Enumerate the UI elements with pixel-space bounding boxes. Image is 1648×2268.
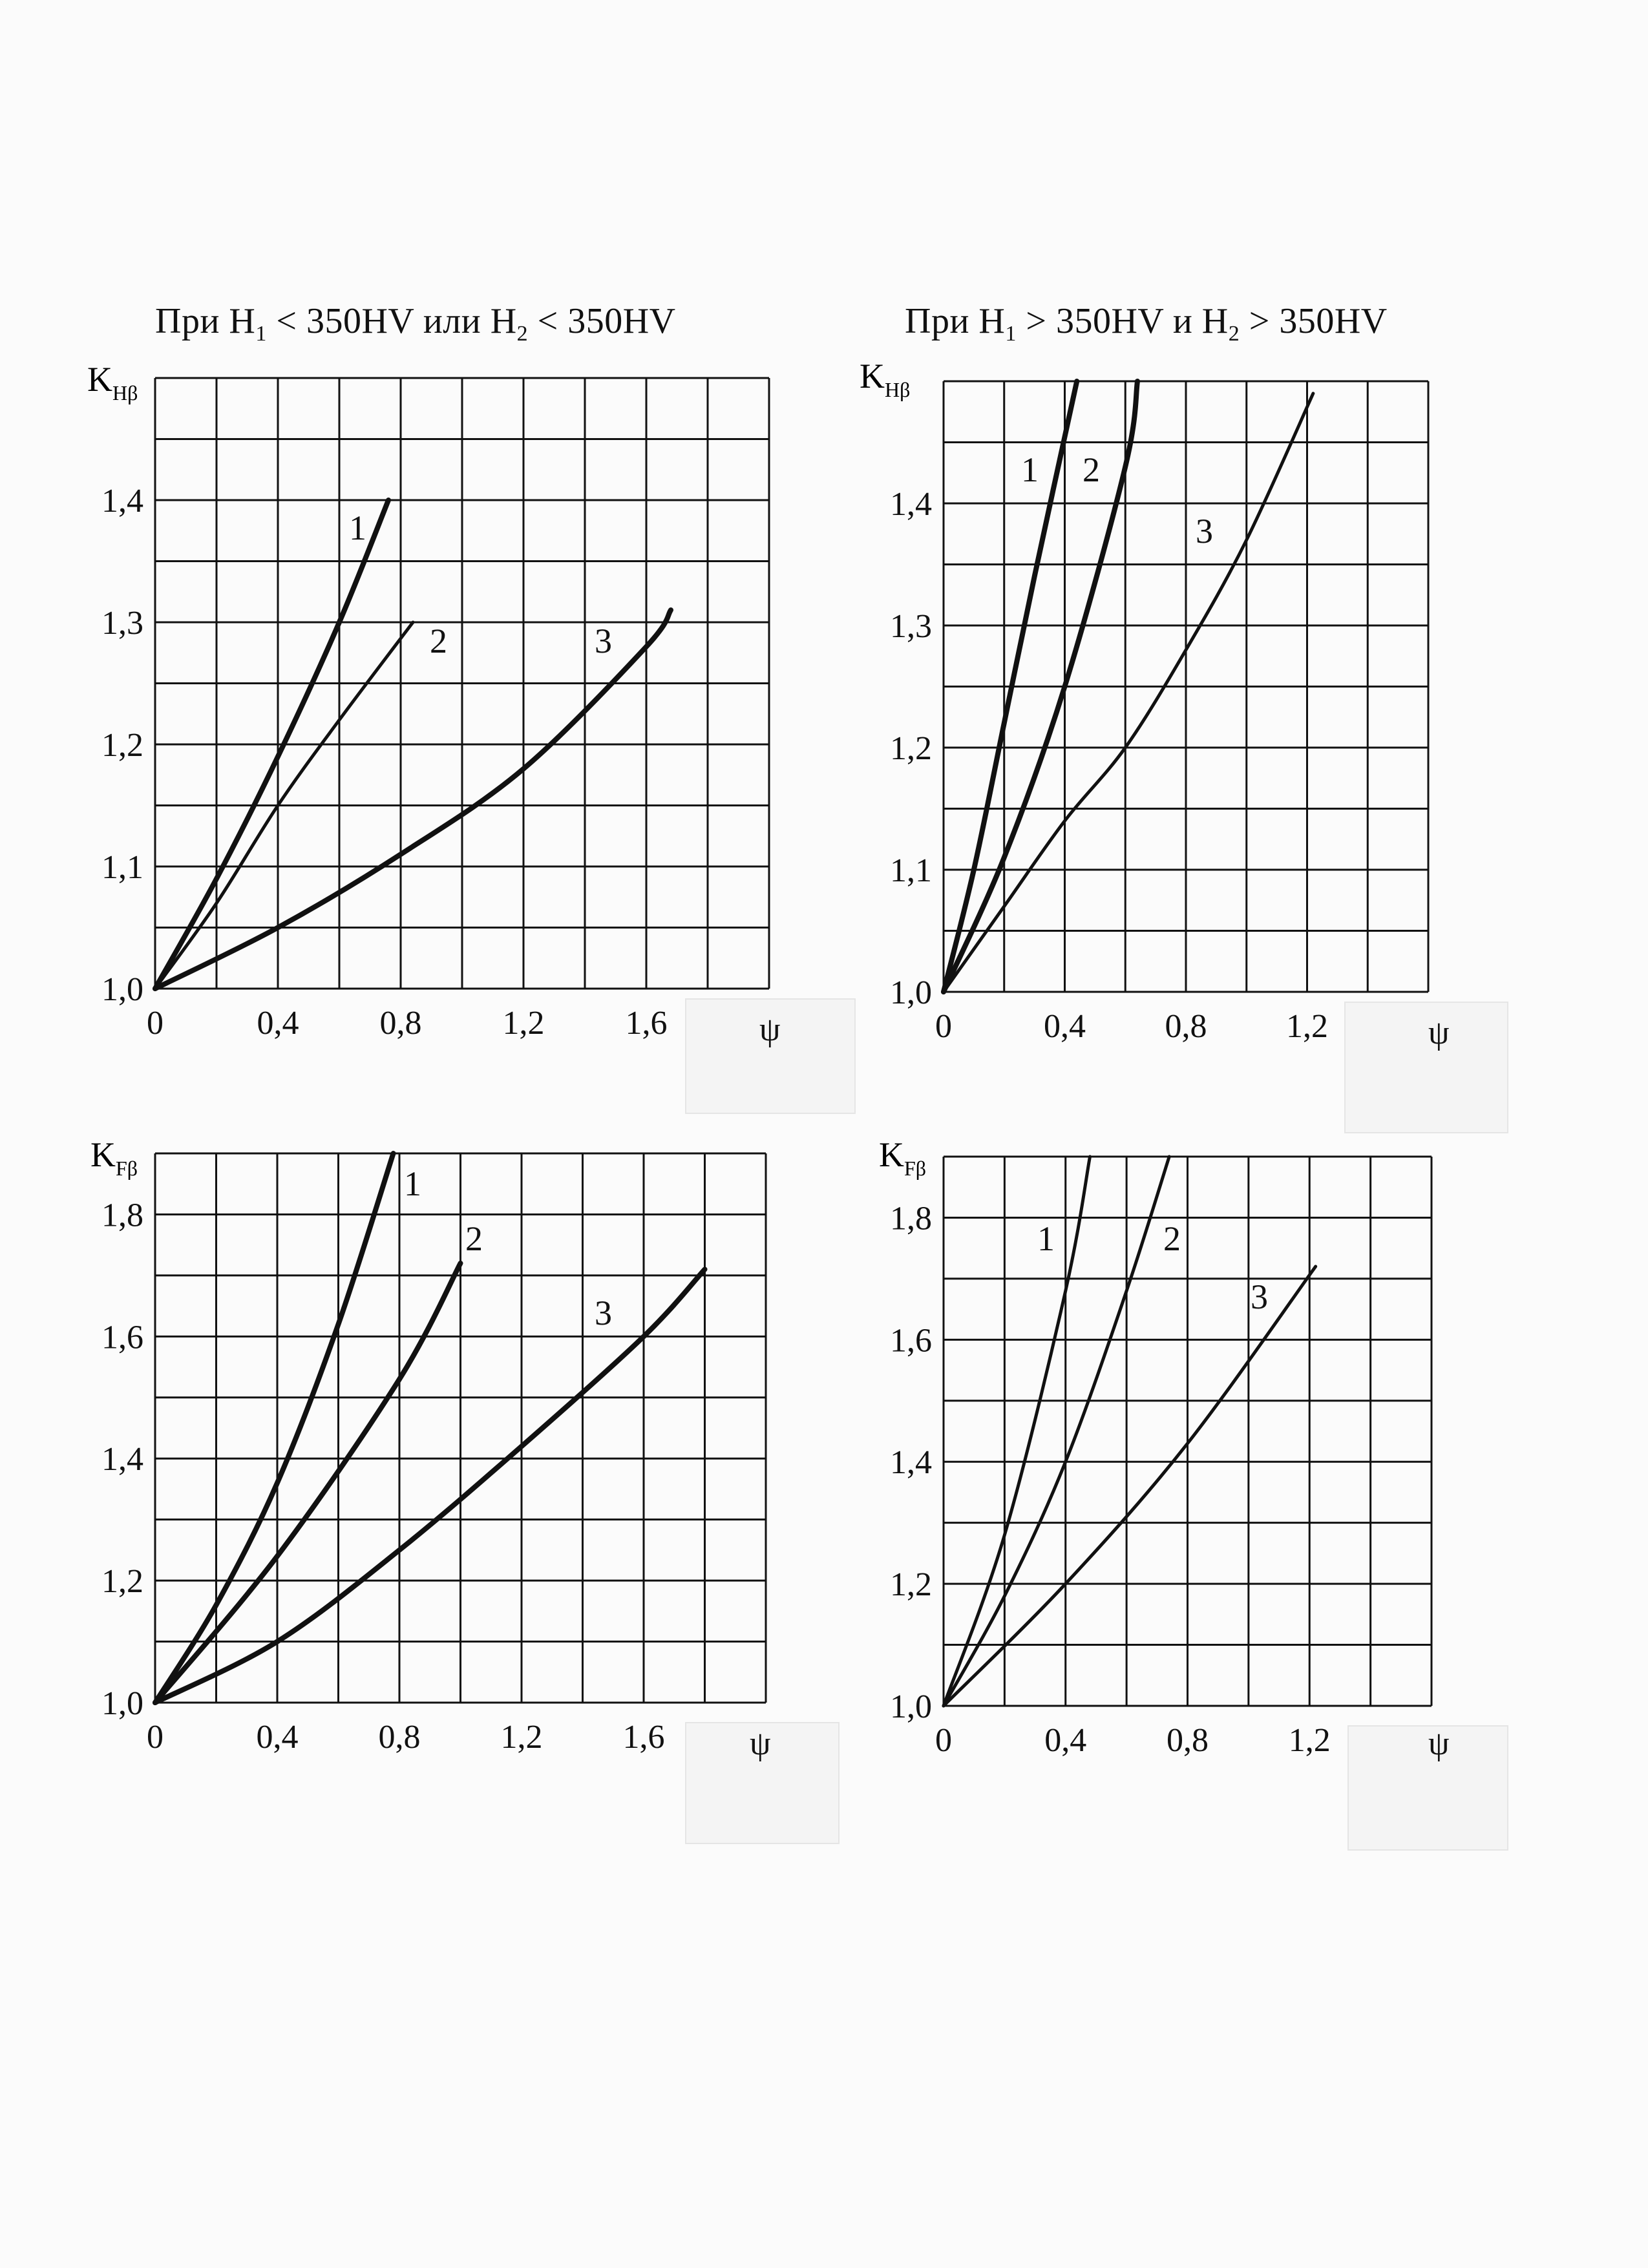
title-right-suffix: > 350HV [1240,301,1388,341]
y-axis-label-base: K [90,1135,116,1174]
y-tick-label: 1,1 [890,852,932,889]
y-tick-label: 1,4 [890,1444,932,1482]
x-axis-label: ψ [750,1725,771,1762]
x-tick-label: 0,4 [1044,1008,1086,1045]
y-tick-label: 1,8 [101,1197,143,1234]
y-axis-label [879,1135,926,1180]
y-axis-label-sub: Fβ [116,1157,138,1180]
y-axis-label-sub: Hβ [885,378,911,401]
y-tick-label: 1,3 [101,605,143,642]
x-tick-label: 1,2 [500,1719,543,1756]
x-tick-label: 0,8 [378,1719,421,1756]
x-tick-label: 1,6 [622,1719,665,1756]
title-left-suffix: < 350HV [528,301,676,341]
x-tick-label: 0 [935,1722,952,1759]
title-left-sub2: 2 [516,322,529,346]
x-tick-label: 0 [147,1005,164,1042]
title-left-mid: < 350HV или H [266,301,517,341]
x-tick-label: 0,8 [1167,1722,1209,1759]
series-label-3: 3 [595,622,612,660]
series-label-1: 1 [404,1164,421,1203]
x-axis-label: ψ [759,1011,781,1048]
y-tick-label: 1,1 [101,849,143,886]
y-tick-label: 1,0 [890,1688,932,1725]
series-label-1: 1 [1037,1219,1055,1258]
x-tick-label: 0 [935,1008,952,1045]
x-axis-label: ψ [1428,1014,1450,1051]
x-tick-label: 1,2 [1288,1722,1331,1759]
y-tick-label: 1,0 [101,1685,143,1722]
y-tick-label: 1,4 [890,486,932,523]
y-axis-label-base: K [87,360,112,399]
x-tick-label: 1,2 [1286,1008,1328,1045]
series-label-3: 3 [1251,1277,1268,1316]
y-tick-label: 1,0 [890,974,932,1011]
series-label-2: 2 [1083,450,1100,489]
series-label-2: 2 [465,1219,483,1258]
y-axis-label-sub: Hβ [112,381,138,404]
y-tick-label: 1,2 [890,1566,932,1604]
y-axis-label-base: K [860,357,885,395]
grid [944,1157,1431,1706]
y-tick-label: 1,3 [890,608,932,645]
series-label-3: 3 [1196,512,1213,551]
series-label-3: 3 [595,1294,612,1332]
title-left-sub1: 1 [255,322,267,346]
x-tick-label: 0,4 [256,1719,299,1756]
y-axis-label-base: K [879,1135,904,1174]
series-label-2: 2 [430,622,447,660]
series-curve-3 [944,1266,1316,1706]
title-right-mid: > 350HV и H [1016,301,1229,341]
title-right-sub1: 1 [1005,322,1017,346]
y-tick-label: 1,6 [101,1319,143,1356]
x-tick-label: 0,4 [257,1005,299,1042]
title-right-sub2: 2 [1228,322,1240,346]
y-tick-label: 1,4 [101,483,143,520]
x-tick-label: 1,2 [502,1005,545,1042]
series-label-1: 1 [349,509,366,547]
x-tick-label: 0,8 [379,1005,422,1042]
title-left-prefix: При H [155,301,256,341]
y-tick-label: 1,2 [101,727,143,764]
y-tick-label: 1,6 [890,1322,932,1360]
y-tick-label: 1,4 [101,1441,143,1478]
x-tick-label: 0 [147,1719,164,1756]
y-axis-label-sub: Fβ [904,1157,927,1180]
series-label-2: 2 [1163,1219,1181,1258]
y-tick-label: 1,2 [101,1563,143,1601]
x-tick-label: 1,6 [625,1005,668,1042]
series-label-1: 1 [1021,450,1039,489]
x-axis-label: ψ [1428,1725,1450,1762]
series-curve-1 [944,1157,1090,1706]
y-tick-label: 1,0 [101,971,143,1008]
x-tick-label: 0,8 [1165,1008,1207,1045]
series-curve-2 [944,1157,1169,1706]
x-tick-label: 0,4 [1044,1722,1087,1759]
title-right-prefix: При H [905,301,1006,341]
y-tick-label: 1,2 [890,730,932,767]
y-tick-label: 1,8 [890,1200,932,1237]
